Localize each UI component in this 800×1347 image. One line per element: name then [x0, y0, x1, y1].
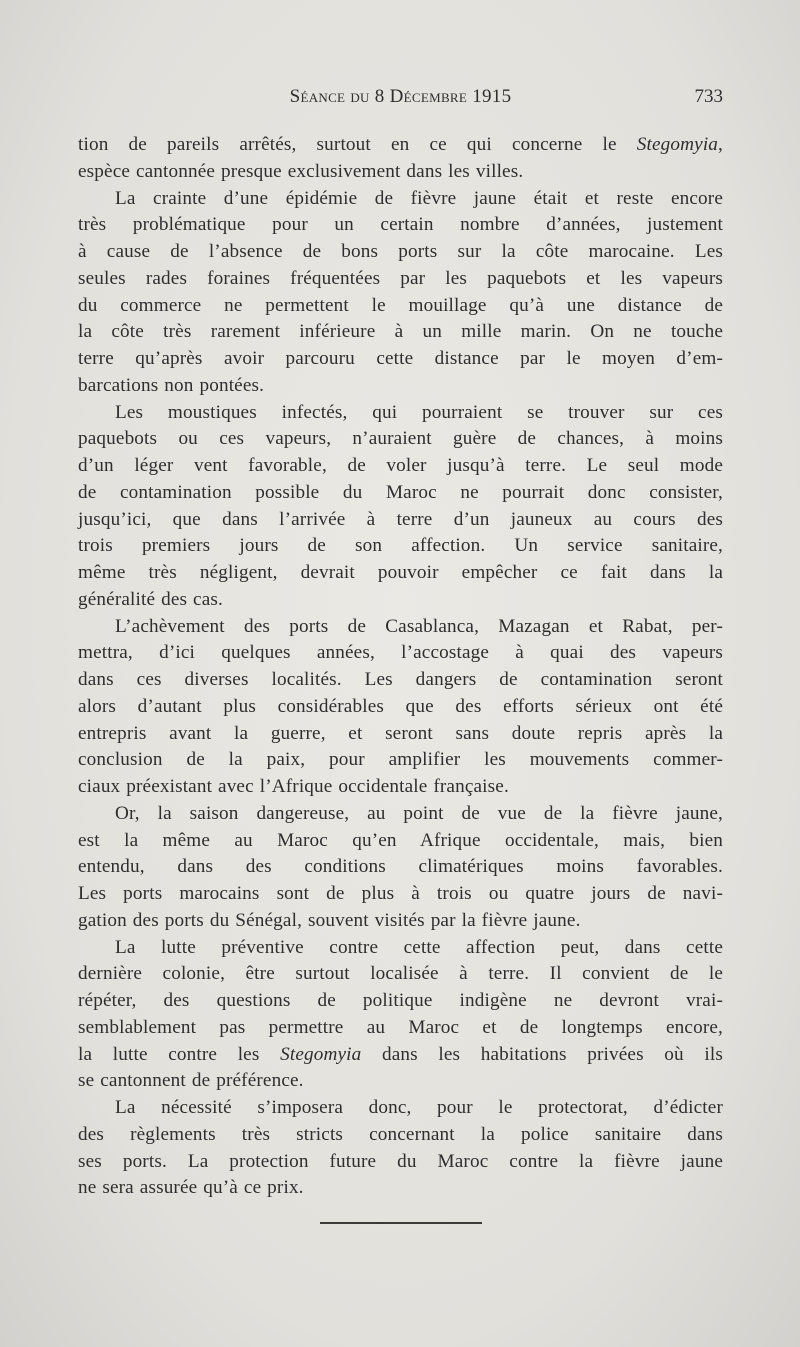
paragraph-first-line: La crainte d’une épidémie de fièvre jaune était et reste encore — [115, 187, 723, 209]
paragraph-first-line: La lutte préventive contre cette affection peut, dans cette — [115, 936, 723, 958]
running-head-session: Séance du 8 — [289, 86, 390, 107]
running-head-year: 1915 — [472, 86, 512, 107]
text-line: ciaux préexistant avec l’Afrique occidentale française. — [78, 776, 509, 797]
text-line: alors d’autant plus considérables que des efforts sérieux ont été — [78, 695, 723, 717]
page-number: 733 — [694, 86, 723, 107]
text-line: très problématique pour un certain nombre d’années, justement — [78, 214, 723, 236]
text-line: se cantonnent de préférence. — [78, 1070, 304, 1092]
text-segment: la lutte contre les — [78, 1043, 281, 1065]
text-segment: , — [718, 134, 723, 155]
text-line: paquebots ou ces vapeurs, n’auraient guère de chances, à moins — [78, 428, 723, 450]
text-line: conclusion de la paix, pour amplifier les mouvements commer- — [78, 749, 723, 771]
text-line: semblablement pas permettre au Maroc et de longtemps encore, — [78, 1016, 723, 1038]
paragraph-first-line: L’achèvement des ports de Casablanca, Mazagan et Rabat, per- — [115, 615, 723, 637]
text-line: ses ports. La protection future du Maroc contre la fièvre jaune — [78, 1150, 723, 1172]
running-header — [78, 86, 723, 112]
paragraph-first-line: Or, la saison dangereuse, au point de vue de la fièvre jaune, — [115, 802, 723, 824]
text-line: dernière colonie, être surtout localisée à terre. Il convient de le — [78, 963, 723, 985]
text-line: généralité des cas. — [78, 588, 223, 610]
running-head-title — [78, 86, 723, 108]
text-line: entendu, dans des conditions climatériques moins favorables. — [78, 856, 723, 878]
text-line — [78, 1042, 723, 1069]
text-segment: dans les habitations privées où ils — [361, 1043, 723, 1065]
text-line: seules rades foraines fréquentées par les paquebots et les vapeurs — [78, 267, 723, 289]
text-line: à cause de l’absence de bons ports sur la côte marocaine. Les — [78, 241, 723, 262]
text-line: la côte très rarement inférieure à un mille marin. On ne touche — [78, 321, 723, 343]
text-line: mettra, d’ici quelques années, l’accostage à quai des vapeurs — [78, 642, 723, 664]
text-line: ne sera assurée qu’à ce prix. — [78, 1177, 304, 1199]
running-head-month: Décembre — [389, 86, 473, 107]
italic-term: Stegomyia — [636, 134, 719, 155]
text-line: Les ports marocains sont de plus à trois ou quatre jours de navi- — [78, 883, 723, 904]
paragraph-first-line: Les moustiques infectés, qui pourraient se trouver sur ces — [115, 401, 723, 423]
text-line: des règlements très stricts concernant la police sanitaire dans — [78, 1123, 723, 1145]
text-line: entrepris avant la guerre, et seront sans doute repris après la — [78, 722, 723, 744]
body-text — [78, 132, 723, 1202]
text-line: espèce cantonnée presque exclusivement dans les villes. — [78, 160, 524, 182]
end-rule-divider — [320, 1222, 482, 1224]
text-line: gation des ports du Sénégal, souvent visités par la fièvre jaune. — [78, 909, 581, 931]
text-line: d’un léger vent favorable, de voler jusqu’à terre. Le seul mode — [78, 455, 723, 476]
text-line: de contamination possible du Maroc ne pourrait donc consister, — [78, 481, 723, 503]
text-line: trois premiers jours de son affection. Un service sanitaire, — [78, 535, 723, 557]
text-line: barcations non pontées. — [78, 374, 265, 396]
text-line: terre qu’après avoir parcouru cette distance par le moyen d’em- — [78, 348, 723, 369]
text-line — [78, 132, 723, 159]
text-line: du commerce ne permettent le mouillage qu’à une distance de — [78, 294, 723, 316]
text-line: même très négligent, devrait pouvoir empêcher ce fait dans la — [78, 562, 723, 583]
italic-term: Stegomyia — [280, 1043, 362, 1065]
text-line: jusqu’ici, que dans l’arrivée à terre d’un jauneux au cours des — [78, 508, 723, 530]
paragraph-first-line: La nécessité s’imposera donc, pour le protectorat, d’édicter — [115, 1097, 723, 1118]
text-segment: tion de pareils arrêtés, surtout en ce qui concerne le — [78, 134, 637, 155]
text-line: dans ces diverses localités. Les dangers de contamination seront — [78, 669, 723, 690]
text-line: est la même au Maroc qu’en Afrique occidentale, mais, bien — [78, 829, 723, 851]
text-line: répéter, des questions de politique indigène ne devront vrai- — [78, 990, 723, 1011]
